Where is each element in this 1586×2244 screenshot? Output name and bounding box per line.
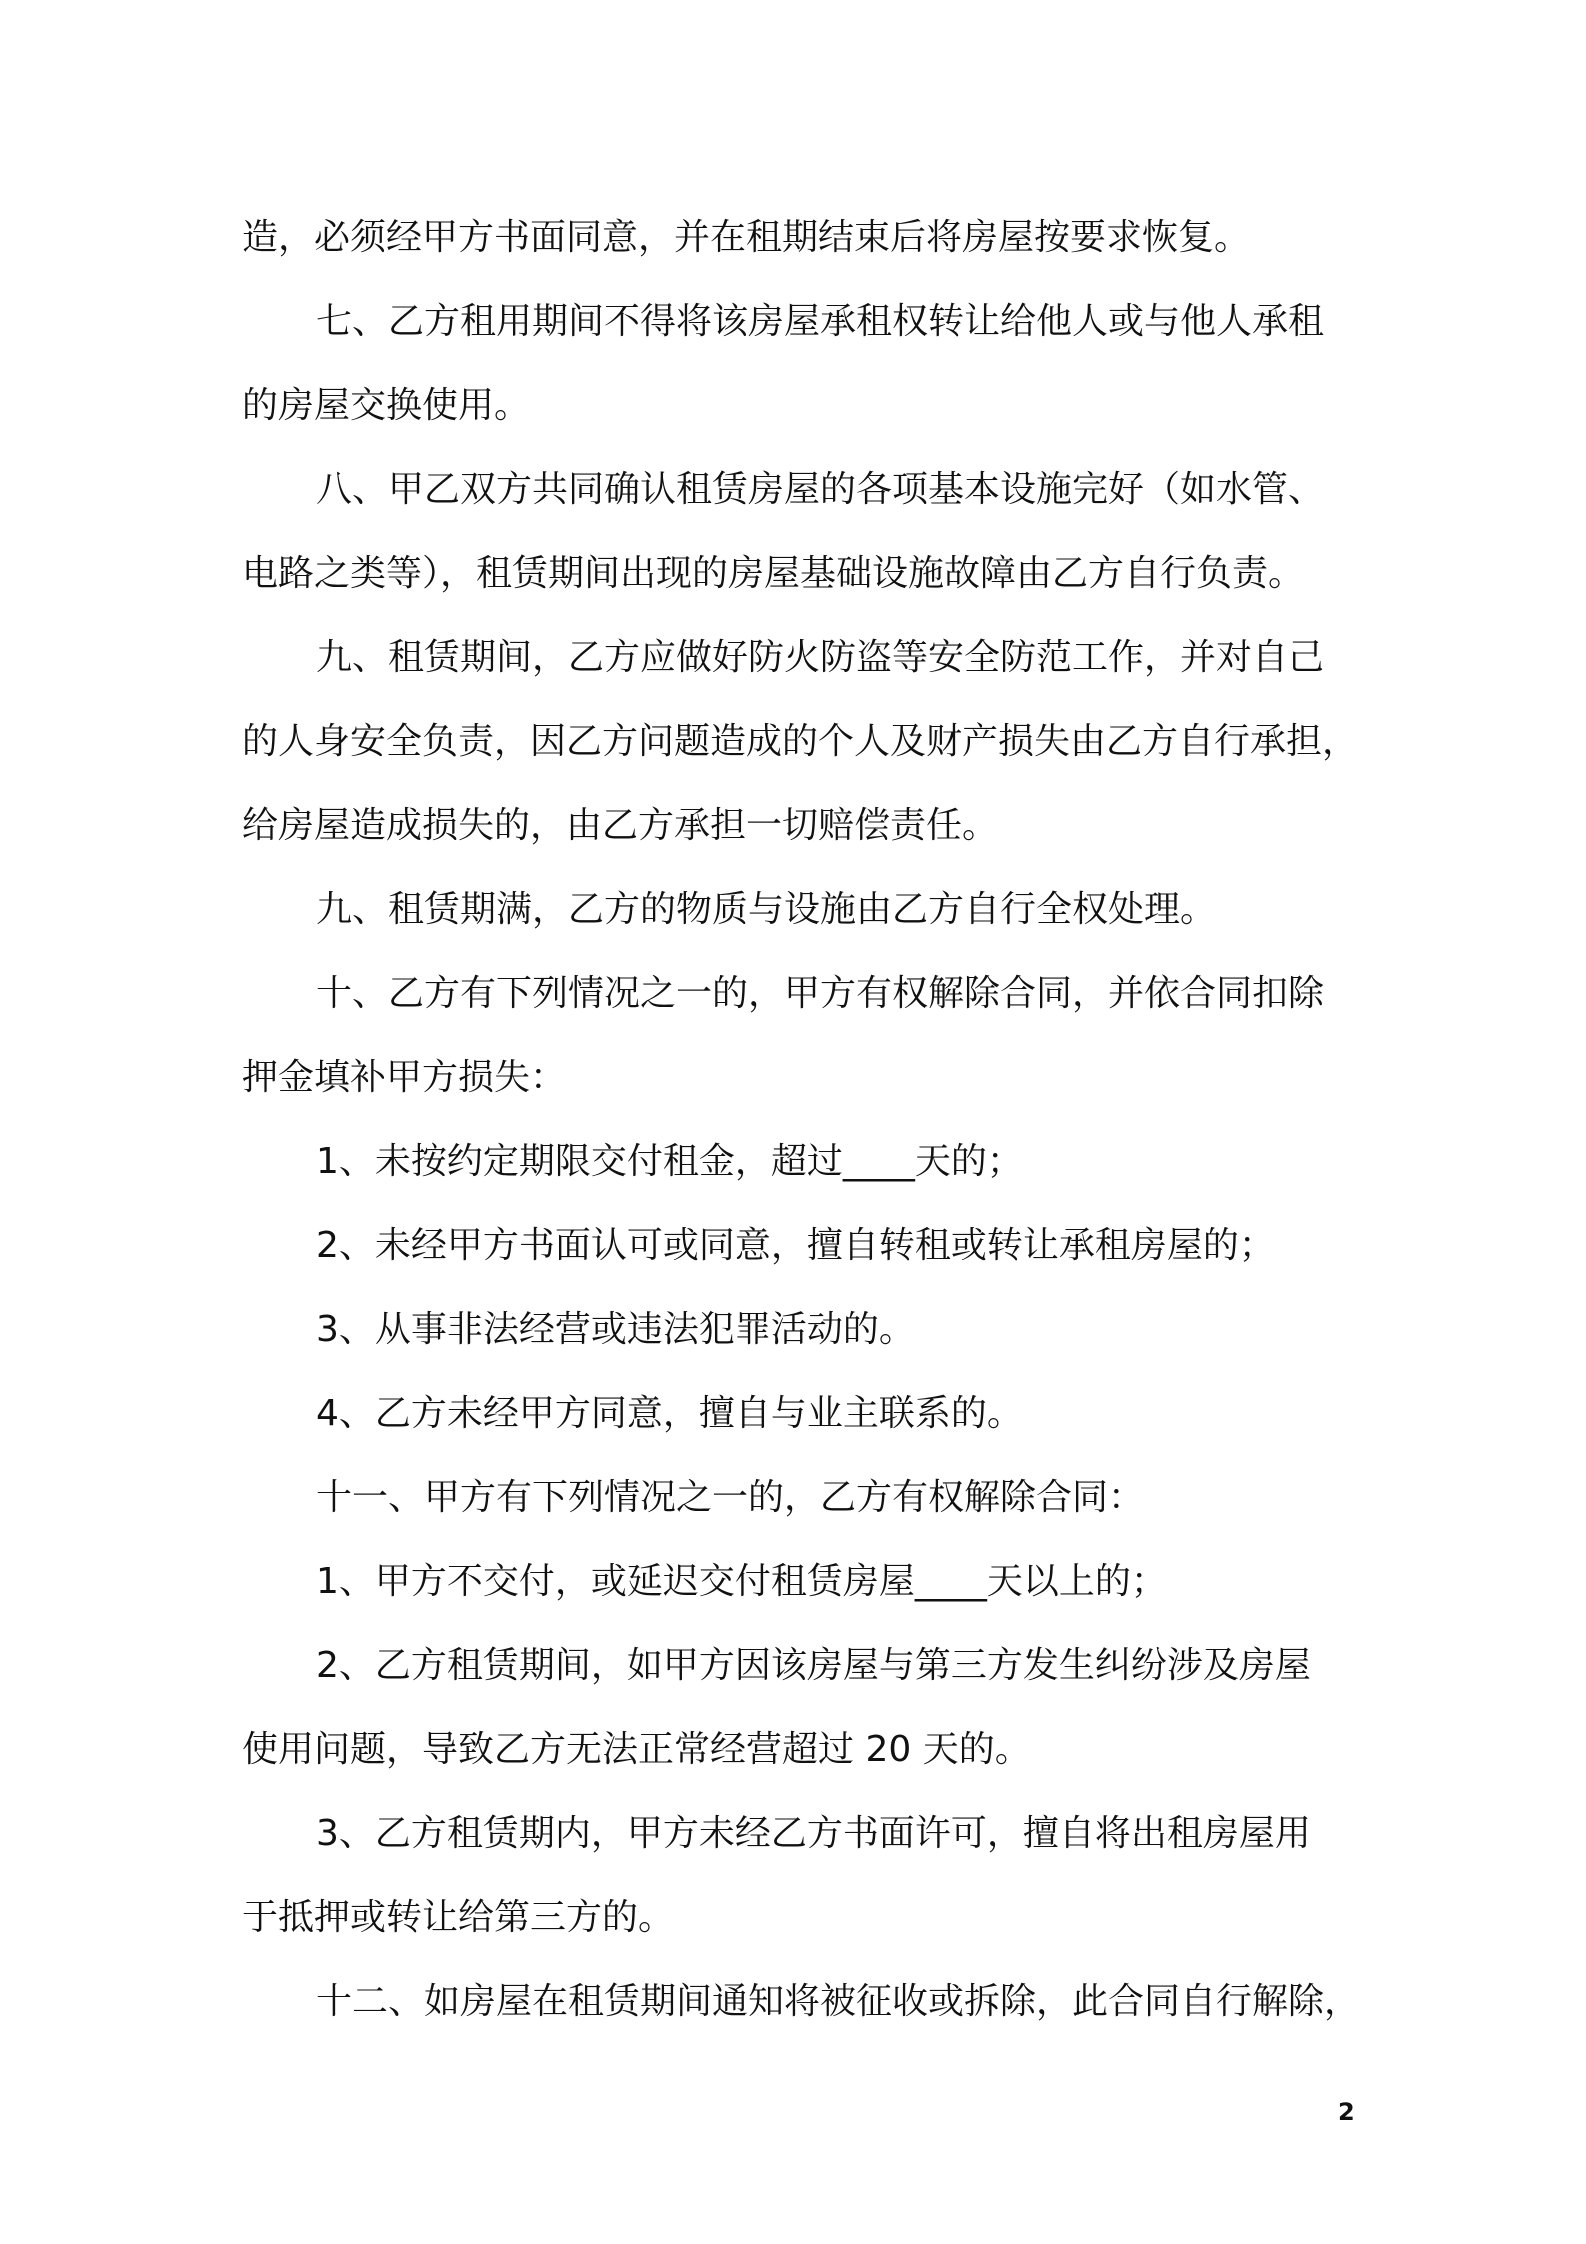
text-line: 十、乙方有下列情况之一的，甲方有权解除合同，并依合同扣除 <box>316 973 1325 1014</box>
text-line: 2、未经甲方书面认可或同意，擅自转租或转让承租房屋的； <box>316 1225 1275 1266</box>
document-body <box>242 196 1362 2044</box>
text-line: 押金填补甲方损失： <box>242 1057 567 1098</box>
text-line: 4、乙方未经甲方同意，擅自与业主联系的。 <box>316 1393 1023 1434</box>
text-line: 八、甲乙双方共同确认租赁房屋的各项基本设施完好（如水管、 <box>316 469 1325 510</box>
text-line: 1、未按约定期限交付租金，超过____天的； <box>316 1141 1023 1182</box>
text-line: 3、乙方租赁期内，甲方未经乙方书面许可，擅自将出租房屋用 <box>316 1813 1311 1854</box>
text-line: 1、甲方不交付，或延迟交付租赁房屋____天以上的； <box>316 1561 1167 1602</box>
text-line: 的房屋交换使用。 <box>242 385 531 426</box>
text-line: 于抵押或转让给第三方的。 <box>242 1897 675 1938</box>
text-line: 电路之类等），租赁期间出现的房屋基础设施故障由乙方自行负责。 <box>242 553 1305 594</box>
text-line: 3、从事非法经营或违法犯罪活动的。 <box>316 1309 915 1350</box>
text-line: 十一、甲方有下列情况之一的，乙方有权解除合同： <box>316 1477 1145 1518</box>
text-line: 十二、如房屋在租赁期间通知将被征收或拆除，此合同自行解除， <box>316 1981 1361 2022</box>
text-line: 2、乙方租赁期间，如甲方因该房屋与第三方发生纠纷涉及房屋 <box>316 1645 1311 1686</box>
text-line: 造，必须经甲方书面同意，并在租期结束后将房屋按要求恢复。 <box>242 217 1251 258</box>
text-line: 使用问题，导致乙方无法正常经营超过 20 天的。 <box>242 1729 1031 1770</box>
text-line: 的人身安全负责，因乙方问题造成的个人及财产损失由乙方自行承担， <box>242 721 1359 762</box>
text-line: 九、租赁期间，乙方应做好防火防盗等安全防范工作，并对自己 <box>316 637 1325 678</box>
text-line: 七、乙方租用期间不得将该房屋承租权转让给他人或与他人承租 <box>316 301 1325 342</box>
text-line: 给房屋造成损失的，由乙方承担一切赔偿责任。 <box>242 805 999 846</box>
text-line: 九、租赁期满，乙方的物质与设施由乙方自行全权处理。 <box>316 889 1217 930</box>
page-number: 2 <box>1338 2098 1355 2126</box>
